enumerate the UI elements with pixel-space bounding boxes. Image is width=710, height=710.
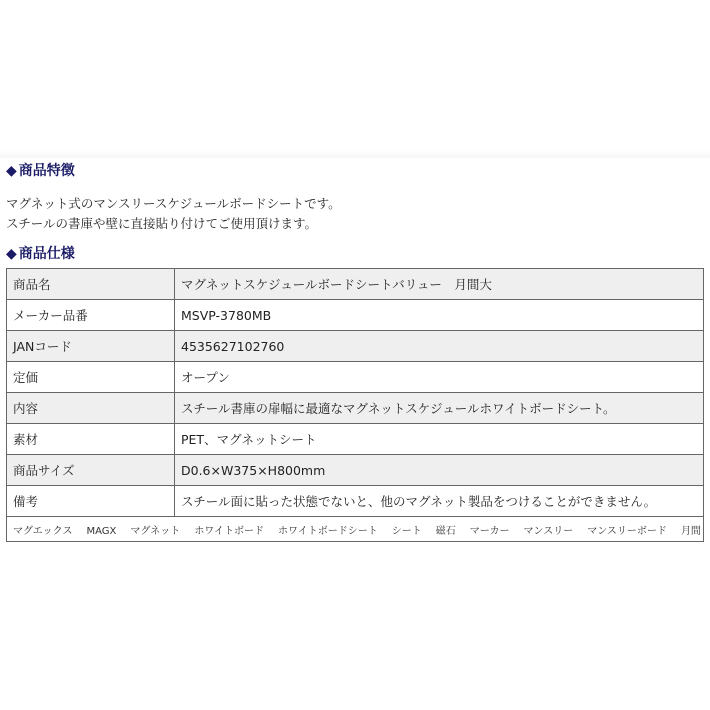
tag-link[interactable]: マーカー [469, 525, 510, 537]
table-row [7, 269, 704, 300]
diamond-icon: ◆ [6, 246, 17, 262]
spec-table [6, 268, 704, 542]
table-row [7, 331, 704, 362]
features-heading-text: 商品特徴 [18, 163, 75, 179]
tag-link[interactable]: シート [391, 525, 422, 537]
spec-label-notes: 備考 [7, 486, 175, 517]
table-row [7, 424, 704, 455]
spec-value-product-name: マグネットスケジュールボードシートバリュー 月間大 [175, 269, 704, 300]
tag-link[interactable]: マンスリー [523, 525, 574, 537]
spec-value-notes: スチール面に貼った状態でないと、他のマグネット製品をつけることができません。 [175, 486, 704, 517]
spec-label-product-name: 商品名 [7, 269, 175, 300]
tag-link[interactable]: ホワイトボード [194, 525, 265, 537]
spec-label-contents: 内容 [7, 393, 175, 424]
tag-link[interactable]: マンスリーボード [587, 525, 667, 537]
top-band [0, 150, 710, 158]
features-heading [6, 162, 75, 180]
table-row [7, 393, 704, 424]
spec-value-price: オープン [175, 362, 704, 393]
spec-label-material: 素材 [7, 424, 175, 455]
spec-value-material: PET、マグネットシート [175, 424, 704, 455]
tags-row [7, 517, 704, 542]
tags-cell [7, 517, 704, 542]
spec-value-size: D0.6×W375×H800mm [175, 455, 704, 486]
features-line: スチールの書庫や壁に直接貼り付けてご使用頂けます。 [6, 216, 318, 231]
spec-label-size: 商品サイズ [7, 455, 175, 486]
tag-link[interactable]: ホワイトボードシート [278, 525, 378, 537]
spec-label-price: 定価 [7, 362, 175, 393]
tag-link[interactable]: マグネット [130, 525, 181, 537]
tag-link[interactable]: マグエックス [13, 525, 73, 537]
features-line: マグネット式のマンスリースケジュールボードシートです。 [6, 196, 341, 211]
tag-link[interactable]: 磁石 [435, 525, 456, 537]
tag-link[interactable]: 月間 [680, 525, 701, 537]
features-description [6, 194, 341, 234]
table-row [7, 455, 704, 486]
table-row [7, 362, 704, 393]
spec-label-maker-number: メーカー品番 [7, 300, 175, 331]
spec-label-jan-code: JANコード [7, 331, 175, 362]
spec-value-jan-code: 4535627102760 [175, 331, 704, 362]
spec-value-maker-number: MSVP-3780MB [175, 300, 704, 331]
table-row [7, 486, 704, 517]
table-row [7, 300, 704, 331]
specs-heading [6, 245, 75, 263]
diamond-icon: ◆ [6, 163, 17, 179]
specs-heading-text: 商品仕様 [18, 246, 75, 262]
spec-value-contents: スチール書庫の扉幅に最適なマグネットスケジュールホワイトボードシート。 [175, 393, 704, 424]
tag-link[interactable]: MAGX [86, 525, 117, 537]
